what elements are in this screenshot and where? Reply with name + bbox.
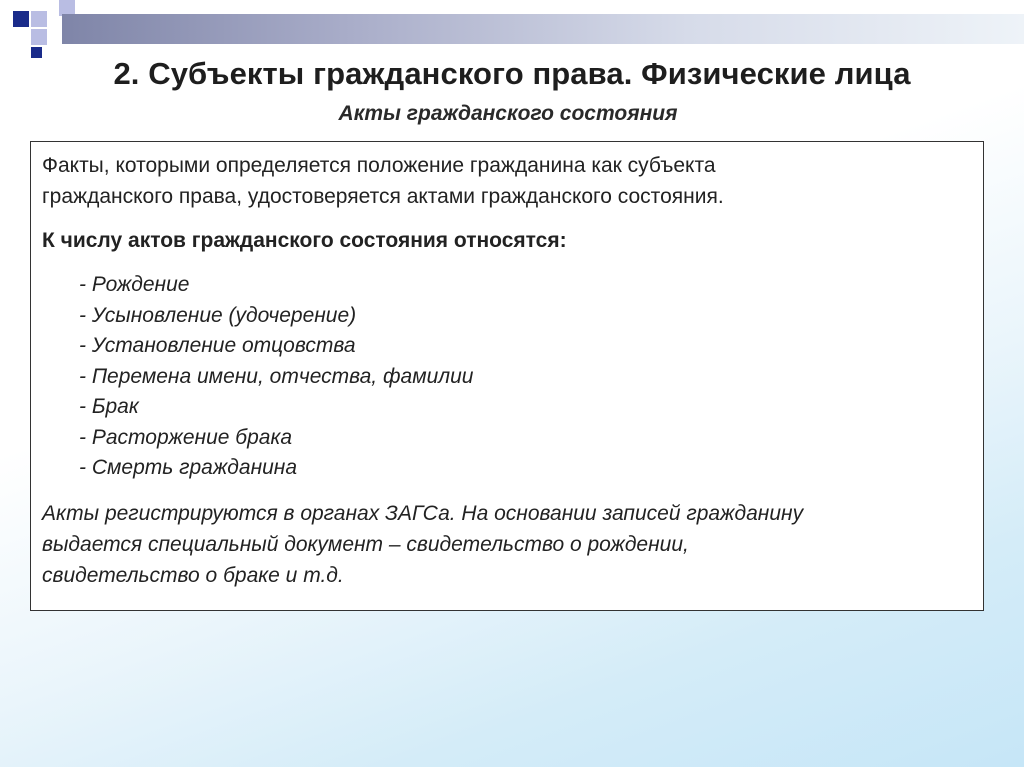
outro-line: выдается специальный документ – свидетельство о рождении, (42, 533, 689, 556)
decor-square-lavender (31, 29, 47, 45)
header-bar (62, 14, 1024, 44)
list-heading: К числу актов гражданского состояния относятся: (42, 229, 567, 252)
intro-line: гражданского права, удостоверяется актами гражданского состояния. (42, 185, 724, 208)
list-item: - Рождение (79, 273, 190, 296)
decor-square-lavender (31, 11, 47, 27)
outro-line: свидетельство о браке и т.д. (42, 564, 344, 587)
slide-title: 2. Субъекты гражданского права. Физические лица (113, 56, 911, 91)
list-item: - Расторжение брака (79, 425, 293, 449)
intro-paragraph (42, 150, 972, 212)
outro-line: Акты регистрируются в органах ЗАГСа. На основании записей гражданину (42, 502, 804, 525)
intro-line: Факты, которыми определяется положение гражданина как субъекта (42, 154, 716, 177)
list-item: - Установление отцовства (79, 334, 356, 357)
list-item: - Перемена имени, отчества, фамилии (79, 364, 474, 388)
slide-subtitle: Акты гражданского состояния (338, 102, 678, 125)
list-item: - Смерть гражданина (79, 456, 298, 479)
list-item: - Брак (79, 395, 139, 418)
acts-list (79, 270, 473, 484)
decor-square-navy (13, 11, 29, 27)
content-box (30, 141, 984, 611)
list-item: - Усыновление (удочерение) (79, 303, 357, 327)
outro-paragraph (42, 498, 972, 591)
